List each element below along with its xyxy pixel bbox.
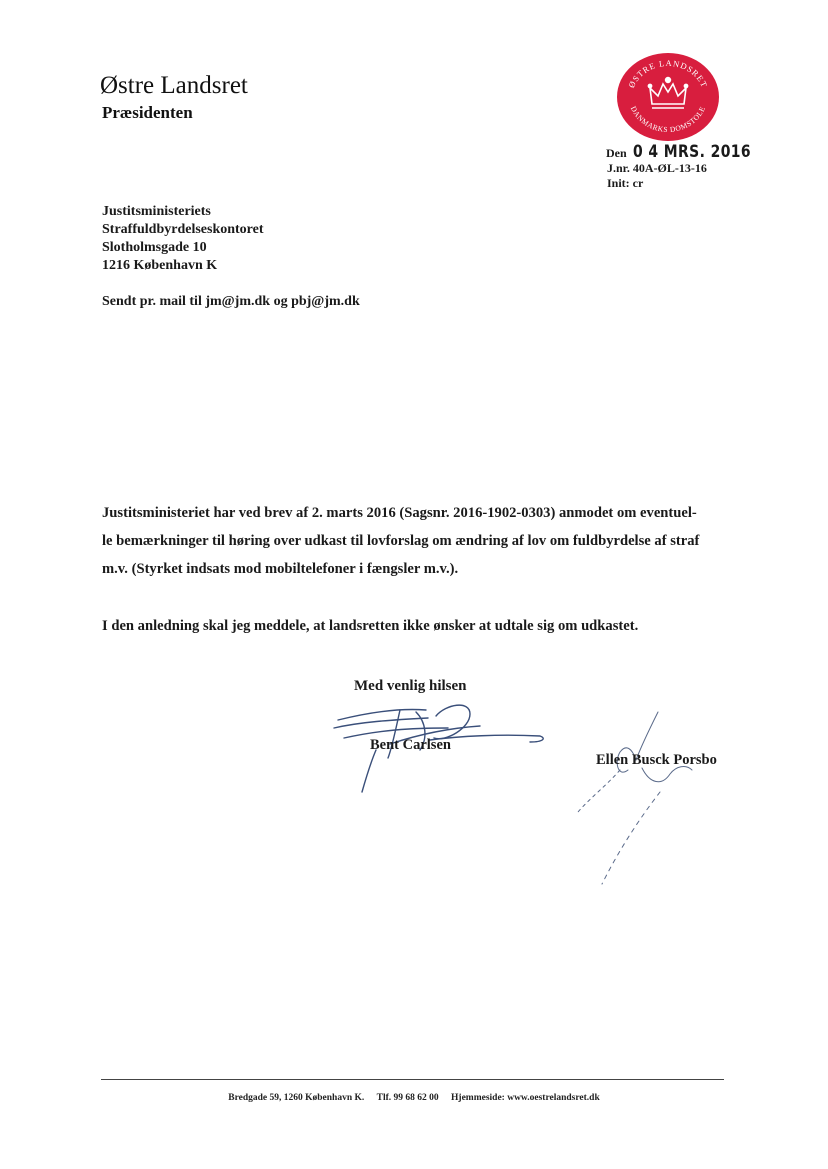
court-seal-logo xyxy=(616,52,720,142)
footer-contact-line xyxy=(0,1093,828,1103)
organization-name: Østre Landsret xyxy=(100,72,248,99)
body-line: m.v. (Styrket indsats mod mobiltelefoner i fængsler m.v.). xyxy=(102,561,459,577)
sent-by-mail-line: Sendt pr. mail til jm@jm.dk og pbj@jm.dk xyxy=(102,294,360,309)
date-prefix: Den xyxy=(606,146,627,160)
seal-bottom-text: DANMARKS DOMSTOLE xyxy=(628,104,708,135)
date-stamp: 0 4 MRS. 2016 xyxy=(632,142,751,162)
recipient-line: Slotholmsgade 10 xyxy=(102,240,207,255)
journal-number: J.nr. 40A-ØL-13-16 xyxy=(607,161,707,175)
organization-subtitle: Præsidenten xyxy=(102,103,193,122)
body-paragraph-2: I den anledning skal jeg meddele, at landsretten ikke ønsker at udtale sig om udkastet. xyxy=(102,618,639,634)
recipient-line: Justitsministeriets xyxy=(102,204,211,219)
signature-ellen-busck-porsbo xyxy=(560,708,710,888)
footer-phone: Tlf. 99 68 62 00 xyxy=(376,1093,439,1103)
recipient-address xyxy=(102,203,264,275)
recipient-line: Straffuldbyrdelseskontoret xyxy=(102,222,264,237)
body-line: le bemærkninger til høring over udkast til lovforslag om ændring af lov om fuldbyrdelse af straf xyxy=(102,533,700,549)
date-reference-block xyxy=(606,142,777,191)
footer-divider xyxy=(101,1079,724,1080)
closing-greeting: Med venlig hilsen xyxy=(354,678,467,694)
body-paragraph-1 xyxy=(102,499,699,583)
body-line: Justitsministeriet har ved brev af 2. marts 2016 (Sagsnr. 2016-1902-0303) anmodet om eventuel- xyxy=(102,505,697,521)
seal-top-text: ØSTRE LANDSRET xyxy=(626,57,710,90)
signer-name-1: Bent Carlsen xyxy=(370,737,451,753)
signer-name-2: Ellen Busck Porsbo xyxy=(596,752,717,768)
footer-address: Bredgade 59, 1260 København K. xyxy=(228,1093,365,1103)
initials: Init: cr xyxy=(607,176,644,190)
footer-website: Hjemmeside: www.oestrelandsret.dk xyxy=(451,1093,600,1103)
recipient-line: 1216 København K xyxy=(102,258,218,273)
